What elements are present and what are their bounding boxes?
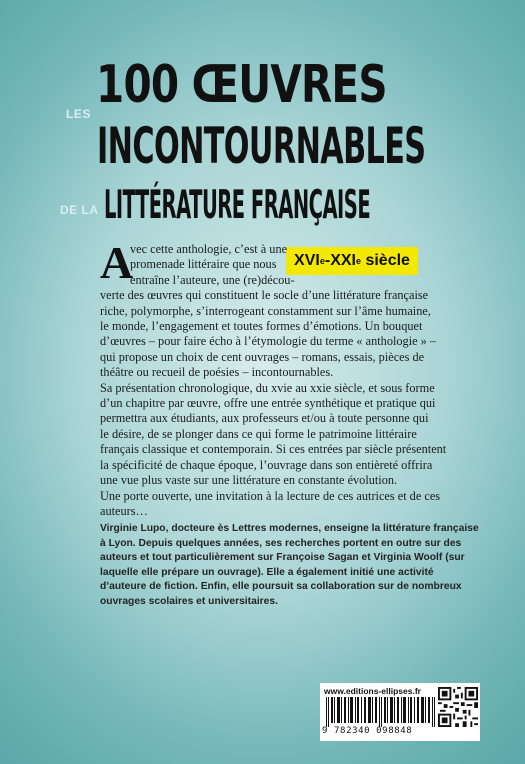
barcode-panel xyxy=(320,683,480,741)
p2-line: une vue plus vaste sur une littérature en constante évolution. xyxy=(100,473,398,488)
author-bio xyxy=(100,522,479,610)
p1-line: vec cette anthologie, c’est à une xyxy=(130,242,288,256)
qr-code-icon[interactable] xyxy=(438,687,478,727)
p1-line: entraîne l’auteure, une (re)décou- xyxy=(130,272,295,287)
barcode-icon xyxy=(326,697,436,727)
p1-line: le monde, l’engagement et toutes formes d’émotions. Un bouquet xyxy=(100,319,423,334)
p1-line: d’œuvres – pour faire écho à l’étymologie du terme « anthologie » – xyxy=(100,334,437,349)
p2-line: français classique et contemporain. Si ces entrées par siècle présentent xyxy=(100,442,447,457)
bio-line: auteurs et tout particulièrement sur Françoise Sagan et Virginia Woolf (sur xyxy=(100,552,465,564)
bio-line: ouvrages scolaires et universitaires. xyxy=(100,595,278,607)
bio-line: Virginie Lupo, docteure ès Lettres modernes, enseigne la littérature française xyxy=(100,523,479,534)
paragraph-1 xyxy=(100,237,447,519)
p2-line: le désire, de se plonger dans ce qui forme le patrimoine littéraire xyxy=(100,426,417,441)
p1-line: promenade littéraire que nous xyxy=(130,257,277,272)
bio-line: laquelle elle prépare un ouvrage). Elle a également initié une activité xyxy=(100,566,434,578)
bio-line: à Lyon. Depuis quelques années, ses recherches portent en outre sur des xyxy=(100,537,462,549)
drop-cap: A xyxy=(100,237,134,288)
title-de-la: DE LA xyxy=(60,203,99,217)
title-line-2: INCONTOURNABLES xyxy=(97,117,426,175)
p2-line: la spécificité de chaque époque, l’ouvrage dans son entièreté offrira xyxy=(100,457,433,472)
p3-line: auteurs… xyxy=(100,503,148,518)
title-line-1: 100 ŒUVRES xyxy=(96,55,387,115)
badge-xxi: -XXI xyxy=(324,252,356,269)
p1-line: qui propose un choix de cent ouvrages – romans, essais, pièces de xyxy=(100,349,425,364)
title-line-3: LITTÉRATURE FRANÇAISE xyxy=(104,183,371,228)
badge-xvi: XVI xyxy=(294,252,320,269)
p2-line: permettra aux étudiants, aux professeurs et/ou à toute personne qui xyxy=(100,411,429,426)
badge-word: siècle xyxy=(361,252,410,269)
bio-line: d’auteure de fiction. Enfin, elle poursuit sa collaboration sur de nombreux xyxy=(100,581,462,593)
isbn-number: 9 782340 098848 xyxy=(322,726,413,736)
title-block xyxy=(0,0,525,230)
p1-line: riche, polymorphe, s’interrogeant constamment sur l’âme humaine, xyxy=(100,303,431,318)
p2-line: Sa présentation chronologique, du xvie au xxie siècle, et sous forme xyxy=(100,380,435,395)
p2-line: d’un chapitre par œuvre, offre une entrée synthétique et pratique qui xyxy=(100,396,436,411)
title-les: LES xyxy=(66,107,91,121)
century-badge: XVI e -XXI e siècle xyxy=(286,247,418,275)
p3-line: Une porte ouverte, une invitation à la lecture de ces autrices et de ces xyxy=(100,488,441,503)
p1-line: théâtre ou recueil de poésies – incontournables. xyxy=(100,365,334,380)
publisher-url[interactable]: www.editions-ellipses.fr xyxy=(324,686,421,696)
p1-line: verte des œuvres qui constituent le socle d’une littérature française xyxy=(100,288,429,303)
